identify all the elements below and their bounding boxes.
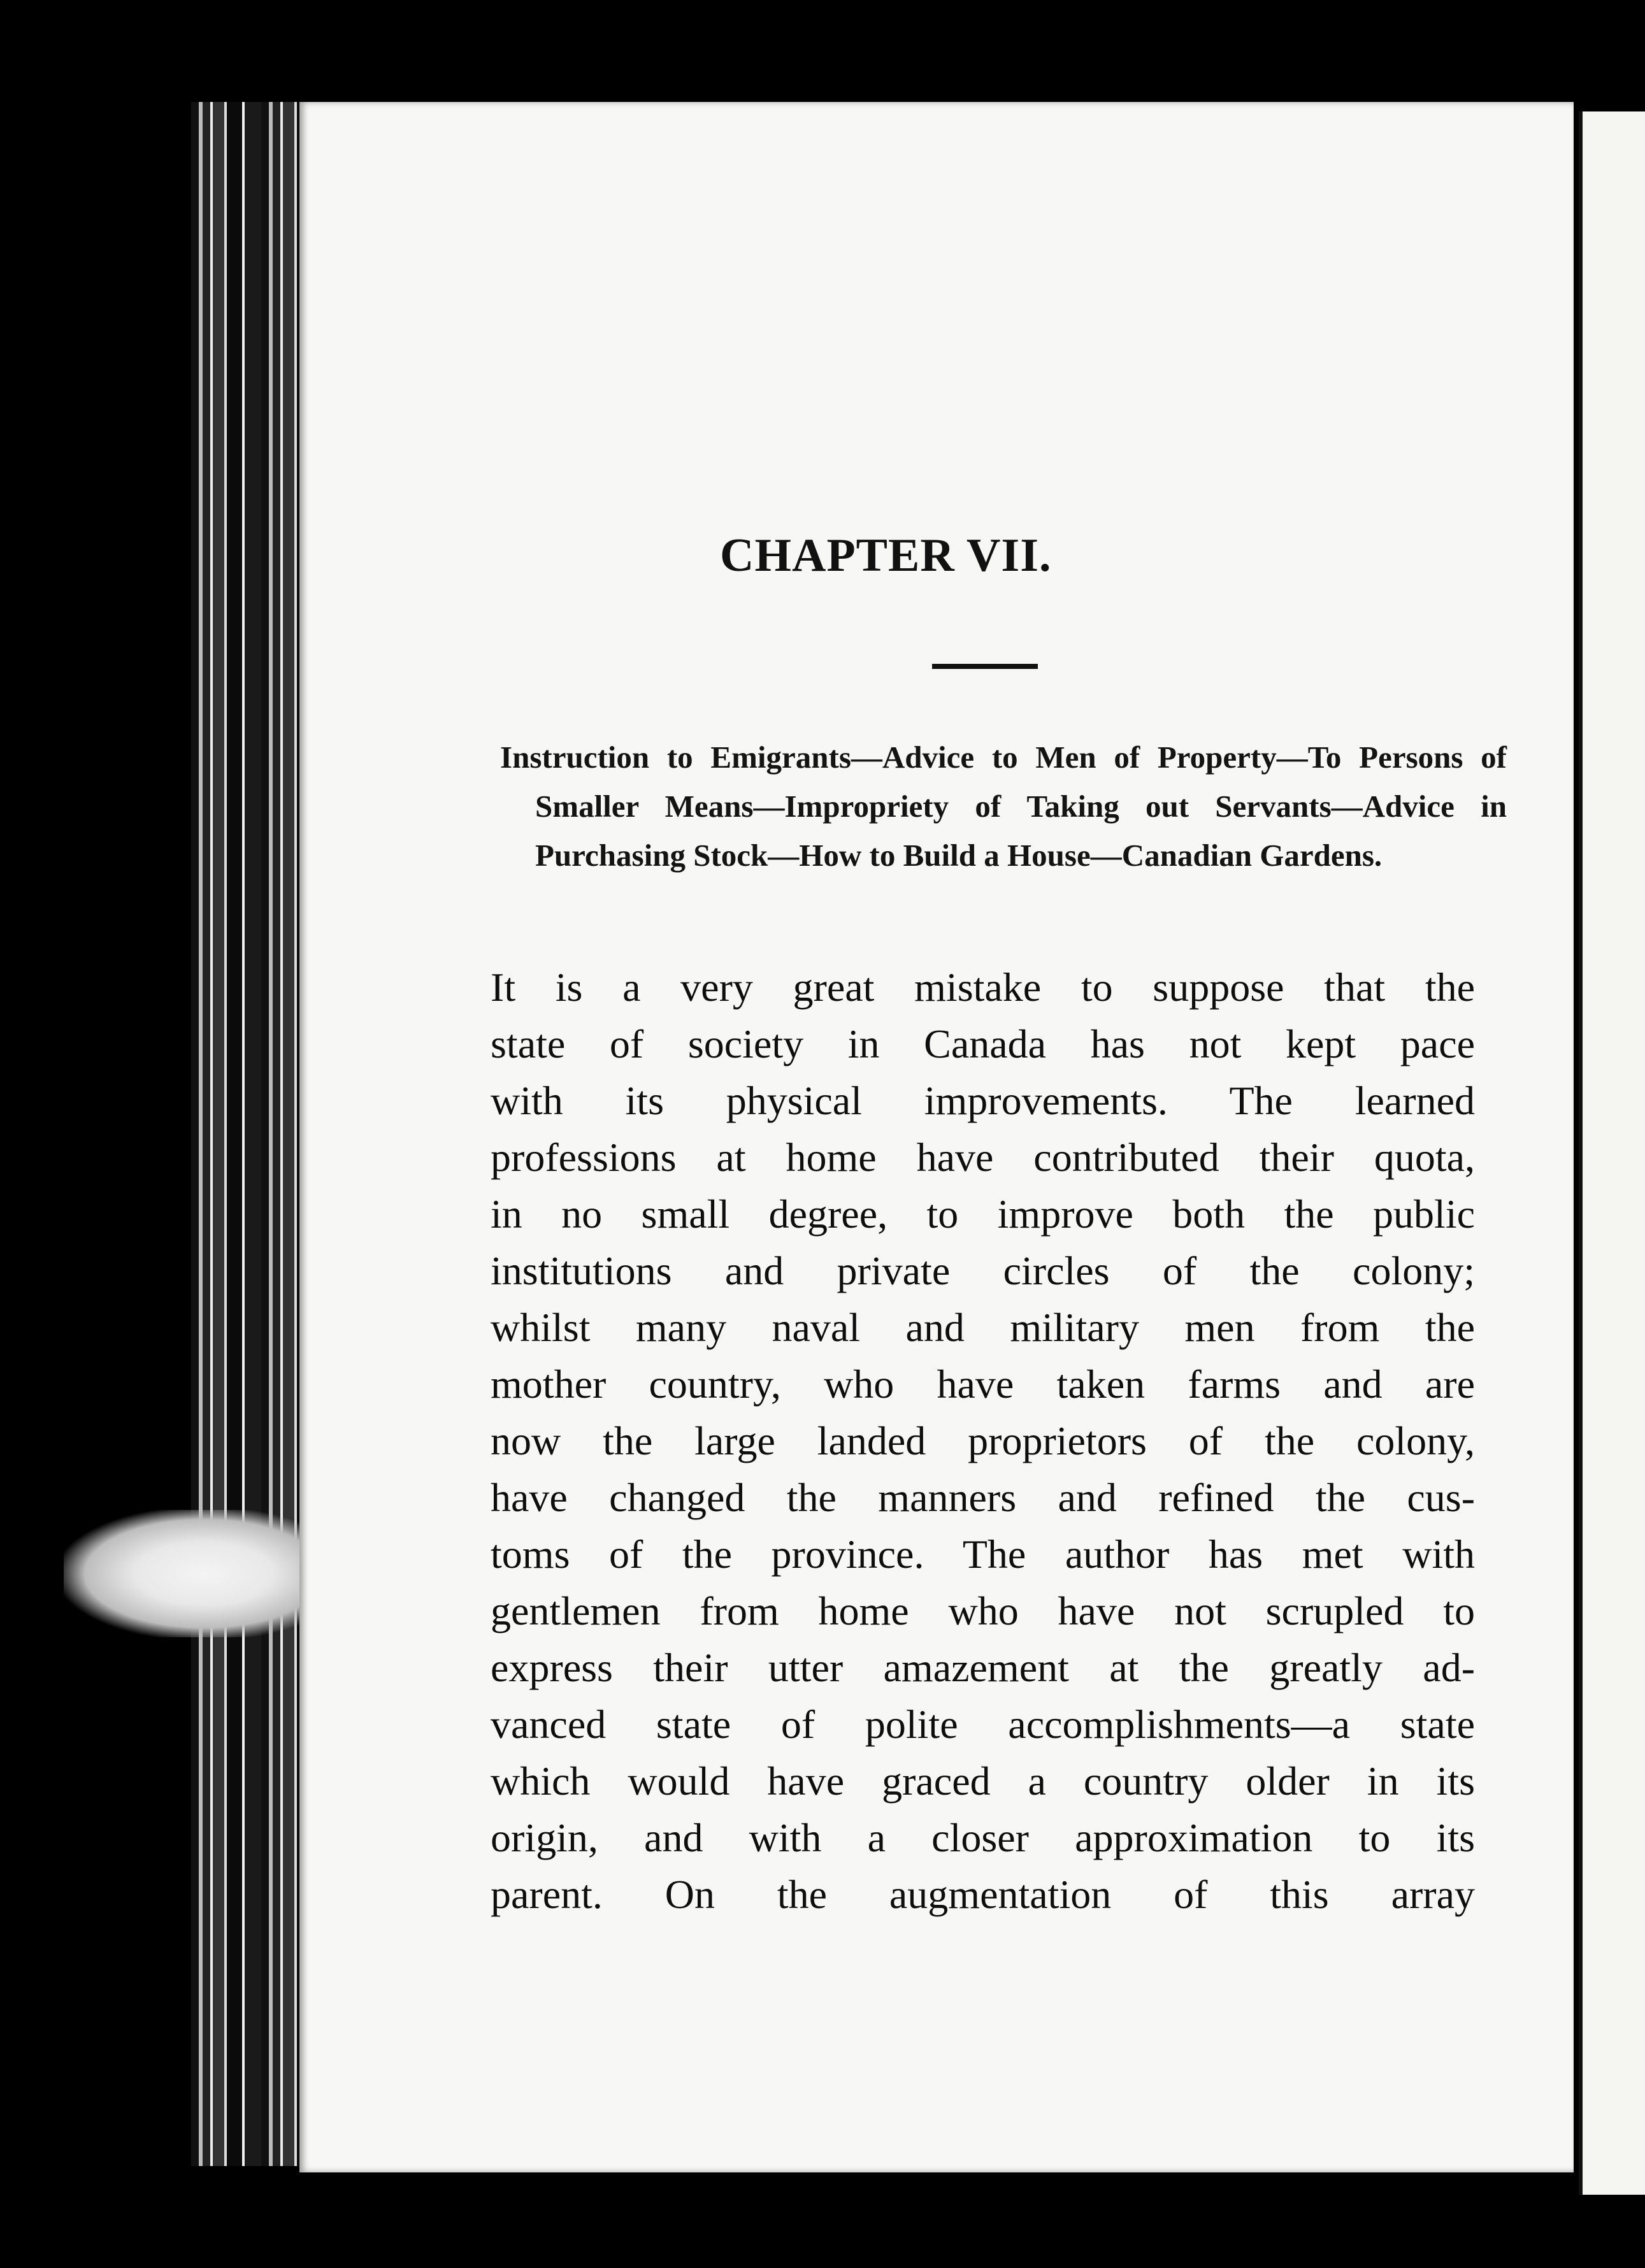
chapter-summary: Instruction to Emigrants—Advice to Men of Property—To Persons of Smaller Means—Impropriety of Taking out Servants—Advice in Purchasing Stock—How to Build a House—Canadian Gardens.	[500, 740, 1507, 873]
chapter-title: CHAPTER VII.	[720, 529, 1052, 582]
body-line: whilst many naval and military men from the	[491, 1305, 1475, 1350]
facing-page-edge	[1579, 111, 1645, 2195]
body-line: have changed the manners and refined the cus-	[491, 1475, 1475, 1520]
title-rule	[932, 664, 1038, 669]
body-line: with its physical improvements. The learned	[491, 1078, 1475, 1123]
body-line: toms of the province. The author has met with	[491, 1532, 1475, 1577]
paper-damage-blot	[64, 1510, 319, 1637]
body-line: gentlemen from home who have not scrupled to	[491, 1588, 1475, 1633]
body-line: which would have graced a country older in its	[491, 1758, 1475, 1804]
body-line: in no small degree, to improve both the public	[491, 1191, 1475, 1237]
body-line: It is a very great mistake to suppose that the	[491, 965, 1475, 1010]
body-line: state of society in Canada has not kept pace	[491, 1021, 1475, 1066]
body-line: institutions and private circles of the colony;	[491, 1248, 1475, 1293]
body-line: now the large landed proprietors of the colony,	[491, 1418, 1475, 1463]
body-line: professions at home have contributed their quota,	[491, 1135, 1475, 1180]
body-line: parent. On the augmentation of this array	[491, 1872, 1475, 1917]
body-line: express their utter amazement at the greatly ad-	[491, 1645, 1475, 1690]
body-line: origin, and with a closer approximation to its	[491, 1815, 1475, 1860]
body-text	[491, 959, 1475, 1923]
body-line: vanced state of polite accomplishments—a state	[491, 1702, 1475, 1747]
body-line: mother country, who have taken farms and are	[491, 1361, 1475, 1407]
